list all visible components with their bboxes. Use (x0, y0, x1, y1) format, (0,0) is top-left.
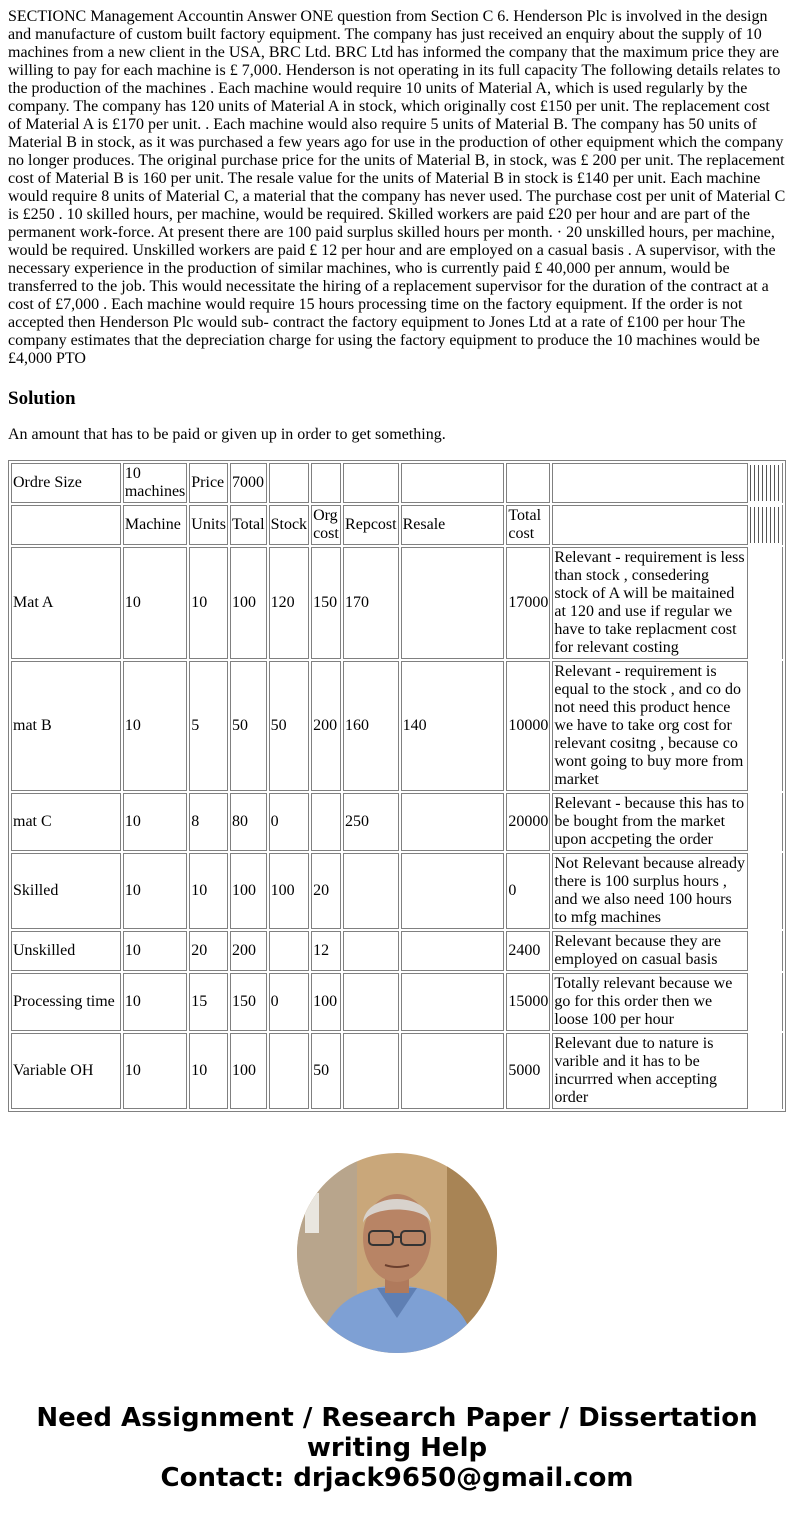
table-cell: 10 (189, 853, 228, 929)
table-row (11, 973, 783, 1031)
avatar (297, 1153, 497, 1353)
table-cell: 150 (311, 547, 341, 659)
table-cell: 10 (189, 547, 228, 659)
remark-cell: Relevant because they are employed on casual basis (552, 931, 748, 971)
table-cell: 10 (123, 547, 187, 659)
row-label: mat C (11, 793, 121, 851)
row-label: Processing time (11, 973, 121, 1031)
footer-line: writing Help (306, 1433, 488, 1463)
header-cell (11, 505, 121, 545)
table-cell (401, 1033, 505, 1109)
price-value: 7000 (230, 463, 267, 503)
table-cell (311, 463, 341, 503)
header-cell: Org cost (311, 505, 341, 545)
row-label: Mat A (11, 547, 121, 659)
table-cell: 0 (506, 853, 550, 929)
cut-cell-edge (750, 547, 783, 659)
table-cell: 10 (123, 661, 187, 791)
promo-footer (0, 1403, 794, 1493)
remark-cell: Not Relevant because already there is 100 surplus hours , and we also need 100 hours to mfg machines (552, 853, 748, 929)
table-cell: 170 (343, 547, 399, 659)
table-header-row (11, 505, 783, 545)
table-cell (401, 547, 505, 659)
table-cell: 2400 (506, 931, 550, 971)
order-size-value: 10 machines (123, 463, 187, 503)
header-cell: Units (189, 505, 228, 545)
table-cell: 50 (311, 1033, 341, 1109)
table-cell: 10 (123, 793, 187, 851)
remark-cell: Relevant - requirement is less than stock , consedering stock of A will be maitained at 120 and use if regular we have to take replacment cost for relevant costing (552, 547, 748, 659)
table-cell: 10 (189, 1033, 228, 1109)
footer-line: Need Assignment / Research Paper / Dissertation (36, 1403, 758, 1433)
cut-cell-edge (750, 973, 783, 1031)
cut-cell-edge (750, 931, 783, 971)
table-cell: 17000 (506, 547, 550, 659)
table-cell (552, 463, 748, 503)
cut-cell-edge (750, 853, 783, 929)
table-cell: 10 (123, 853, 187, 929)
table-cell (343, 463, 399, 503)
contact-email: Contact: drjack9650@gmail.com (160, 1463, 634, 1493)
table-cell (269, 931, 309, 971)
table-cell (269, 463, 309, 503)
table-cell: 8 (189, 793, 228, 851)
table-cell: 10 (123, 1033, 187, 1109)
row-label: mat B (11, 661, 121, 791)
table-cell: 0 (269, 973, 309, 1031)
remark-cell: Relevant - because this has to be bought from the market upon accpeting the order (552, 793, 748, 851)
header-cell: Resale (401, 505, 505, 545)
table-row (11, 547, 783, 659)
table-cell: 160 (343, 661, 399, 791)
cut-cell-edge (750, 463, 783, 503)
table-cell: 100 (269, 853, 309, 929)
table-cell: 50 (269, 661, 309, 791)
header-cell: Machine (123, 505, 187, 545)
definition-text: An amount that has to be paid or given up in order to get something. (8, 426, 446, 443)
table-cell: 100 (230, 547, 267, 659)
table-cell (343, 973, 399, 1031)
table-row (11, 793, 783, 851)
table-cell: 140 (401, 661, 505, 791)
table-cell: 15 (189, 973, 228, 1031)
table-cell: 250 (343, 793, 399, 851)
table-cell: 150 (230, 973, 267, 1031)
table-cell (401, 931, 505, 971)
order-size-label: Ordre Size (11, 463, 121, 503)
remark-cell: Relevant - requirement is equal to the stock , and co do not need this product hence we have to take org cost for relevant cositng , because co wont going to buy more from market (552, 661, 748, 791)
table-cell (343, 1033, 399, 1109)
table-cell: 100 (311, 973, 341, 1031)
table-cell: 0 (269, 793, 309, 851)
header-cell: Total (230, 505, 267, 545)
table-cell: 10 (123, 973, 187, 1031)
table-cell (343, 931, 399, 971)
table-row (11, 853, 783, 929)
cut-cell-edge (750, 793, 783, 851)
table-cell: 20 (189, 931, 228, 971)
row-label: Skilled (11, 853, 121, 929)
person-portrait-icon (297, 1153, 497, 1353)
table-cell (401, 853, 505, 929)
cut-cell-edge (750, 505, 783, 545)
table-cell: 5 (189, 661, 228, 791)
table-cell: 10000 (506, 661, 550, 791)
table-cell: 10 (123, 931, 187, 971)
row-label: Variable OH (11, 1033, 121, 1109)
solution-heading: Solution (8, 388, 76, 409)
remark-cell: Totally relevant because we go for this order then we loose 100 per hour (552, 973, 748, 1031)
table-cell (269, 1033, 309, 1109)
table-cell: 100 (230, 853, 267, 929)
remark-cell: Relevant due to nature is varible and it has to be incurrred when accepting order (552, 1033, 748, 1109)
table-row (11, 1033, 783, 1109)
table-cell (401, 463, 505, 503)
header-cell: Stock (269, 505, 309, 545)
row-label: Unskilled (11, 931, 121, 971)
table-cell (401, 973, 505, 1031)
table-cell: 20000 (506, 793, 550, 851)
table-cell (401, 793, 505, 851)
header-cell: Total cost (506, 505, 550, 545)
question-text: SECTIONC Management Accountin Answer ONE question from Section C 6. Henderson Plc is involved in the design and manufacture of custom built factory equipment. The company has just received an enquiry about the supply of 10 machines from a new client in the USA, BRC Ltd. BRC Ltd has informed the company that the maximum price they are willing to pay for each machine is £ 7,000. Henderson is not operating in its full capacity The following details relates to the production of the machines . Each machine would require 10 units of Material A, which is used regularly by the company. The company has 120 units of Material A in stock, which originally cost £150 per unit. The replacement cost of Material A is £170 per unit. . Each machine would also require 5 units of Material B. The company has 50 units of Material B in stock, as it was purchased a few years ago for use in the production of other equipment which the company no longer produces. The original purchase price for the units of Material B, in stock, was £ 200 per unit. The replacement cost of Material B is 160 per unit. The resale value for the units of Material B in stock is £140 per unit. Each machine would require 8 units of Material C, a material that the company has never used. The purchase cost per unit of Material C is £250 . 10 skilled hours, per machine, would be required. Skilled workers are paid £20 per hour and are part of the permanent work-force. At present there are 100 paid surplus skilled hours per month. · 20 unskilled hours, per machine, would be required. Unskilled workers are paid £ 12 per hour and are employed on a casual basis . A supervisor, with the necessary experience in the production of similar machines, who is currently paid £ 40,000 per annum, would be transferred to the job. This would necessitate the hiring of a replacement supervisor for the duration of the contract at a cost of £7,000 . Each machine would require 15 hours processing time on the factory equipment. If the order is not accepted then Henderson Plc would sub- contract the factory equipment to Jones Ltd at a rate of £100 per hour The company estimates that the depreciation charge for using the factory equipment to produce the 10 machines would be £4,000 PTO (8, 8, 786, 367)
cut-cell-edge (750, 1033, 783, 1109)
table-cell: 12 (311, 931, 341, 971)
costing-table-container (8, 460, 786, 1122)
table-cell (343, 853, 399, 929)
table-cell: 15000 (506, 973, 550, 1031)
table-cell (311, 793, 341, 851)
table-cell: 100 (230, 1033, 267, 1109)
table-cell: 200 (230, 931, 267, 971)
table-top-row (11, 463, 783, 503)
table-cell: 50 (230, 661, 267, 791)
price-label: Price (189, 463, 228, 503)
table-cell: 80 (230, 793, 267, 851)
table-cell: 120 (269, 547, 309, 659)
header-cell: Repcost (343, 505, 399, 545)
table-cell: 20 (311, 853, 341, 929)
header-cell (552, 505, 748, 545)
table-cell: 200 (311, 661, 341, 791)
table-cell (506, 463, 550, 503)
relevant-costing-table (8, 460, 786, 1112)
table-row (11, 931, 783, 971)
cut-cell-edge (750, 661, 783, 791)
table-row (11, 661, 783, 791)
table-cell: 5000 (506, 1033, 550, 1109)
